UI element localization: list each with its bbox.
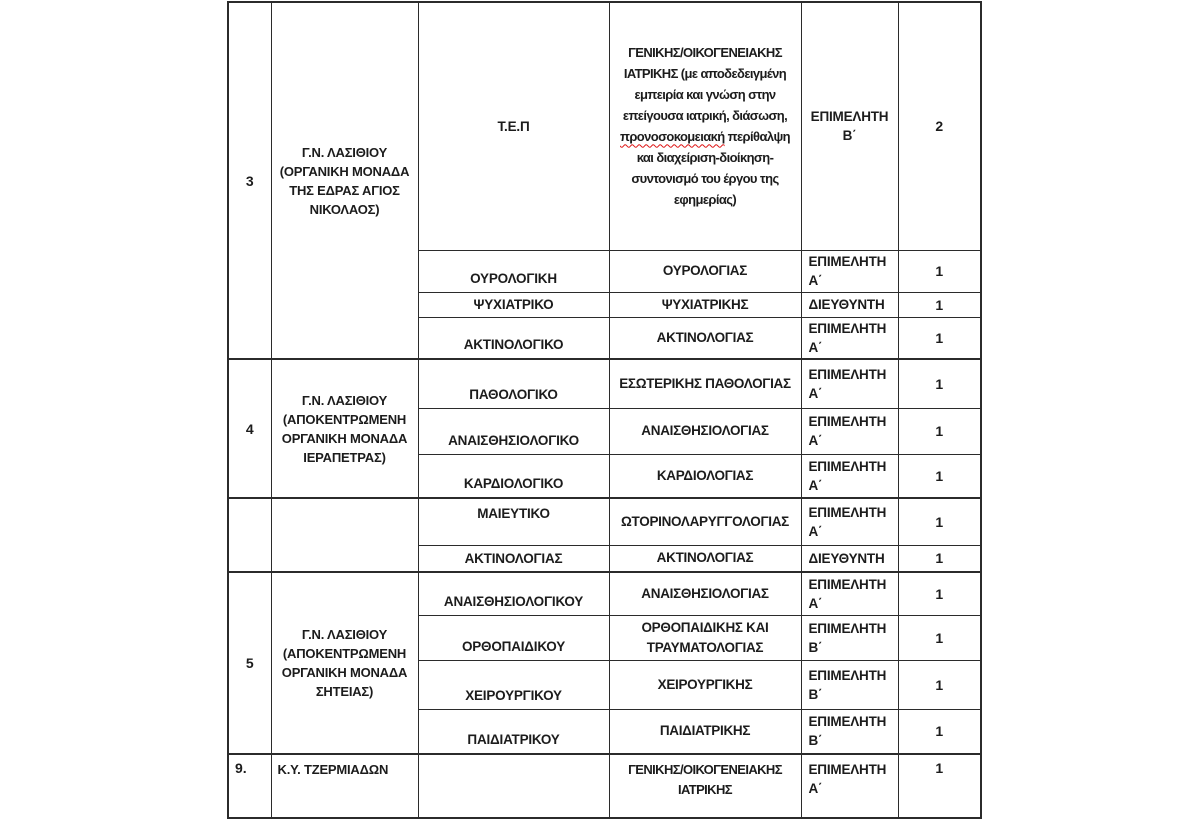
department: Τ.Ε.Π <box>418 2 609 250</box>
facility-name: Γ.Ν. ΛΑΣΙΘΙΟΥ (ΟΡΓΑΝΙΚΗ ΜΟΝΑΔΑ ΤΗΣ ΕΔΡΑΣ ΑΓΙΟΣ ΝΙΚΟΛΑΟΣ) <box>271 2 418 359</box>
position-count: 1 <box>898 615 981 660</box>
specialty: ΑΚΤΙΝΟΛΟΓΙΑΣ <box>609 317 801 359</box>
specialty: ΠΑΙΔΙΑΤΡΙΚΗΣ <box>609 709 801 754</box>
position-grade: ΕΠΙΜΕΛΗΤΗ Α΄ <box>801 454 898 498</box>
department: ΧΕΙΡΟΥΡΓΙΚΟΥ <box>418 660 609 709</box>
position-count: 1 <box>898 709 981 754</box>
position-grade: ΕΠΙΜΕΛΗΤΗ Β΄ <box>801 2 898 250</box>
position-count: 1 <box>898 754 981 818</box>
facility-name <box>271 498 418 572</box>
position-count: 1 <box>898 359 981 408</box>
facility-name: Γ.Ν. ΛΑΣΙΘΙΟΥ (ΑΠΟΚΕΝΤΡΩΜΕΝΗ ΟΡΓΑΝΙΚΗ ΜΟΝΑΔΑ ΙΕΡΑΠΕΤΡΑΣ) <box>271 359 418 498</box>
department: ΠΑΘΟΛΟΓΙΚΟ <box>418 359 609 408</box>
position-grade: ΕΠΙΜΕΛΗΤΗ Β΄ <box>801 615 898 660</box>
specialty-text: ΓΕΝΙΚΗΣ/ <box>628 762 683 777</box>
specialty: ΨΥΧΙΑΤΡΙΚΗΣ <box>609 292 801 317</box>
position-count: 1 <box>898 317 981 359</box>
specialty: ΟΡΘΟΠΑΙΔΙΚΗΣ ΚΑΙ ΤΡΑΥΜΑΤΟΛΟΓΙΑΣ <box>609 615 801 660</box>
position-count: 1 <box>898 545 981 572</box>
specialty-text: περίθαλψη και διαχείριση-διοίκηση-συντονισμό του έργου της εφημερίας) <box>631 129 790 208</box>
specialty-text: ΟΙΚΟΓΕΝΕΙΑΚΗΣ ΙΑΤΡΙΚΗΣ <box>678 762 782 797</box>
position-grade: ΕΠΙΜΕΛΗΤΗ Α΄ <box>801 359 898 408</box>
positions-table <box>227 1 982 819</box>
position-count: 1 <box>898 408 981 454</box>
table-row <box>228 572 981 615</box>
specialty <box>609 754 801 818</box>
department: ΑΝΑΙΣΘΗΣΙΟΛΟΓΙΚΟΥ <box>418 572 609 615</box>
specialty: ΑΚΤΙΝΟΛΟΓΙΑΣ <box>609 545 801 572</box>
specialty: ΩΤΟΡΙΝΟΛΑΡΥΓΓΟΛΟΓΙΑΣ <box>609 498 801 545</box>
position-count: 1 <box>898 454 981 498</box>
department: ΟΥΡΟΛΟΓΙΚΗ <box>418 250 609 292</box>
table-row <box>228 754 981 818</box>
department: ΟΡΘΟΠΑΙΔΙΚΟΥ <box>418 615 609 660</box>
department: ΠΑΙΔΙΑΤΡΙΚΟΥ <box>418 709 609 754</box>
position-grade: ΔΙΕΥΘΥΝΤΗ <box>801 545 898 572</box>
specialty-text: ΓΕΝΙΚΗΣ/ <box>628 45 683 61</box>
department <box>418 754 609 818</box>
department: ΑΚΤΙΝΟΛΟΓΙΑΣ <box>418 545 609 572</box>
position-count: 1 <box>898 660 981 709</box>
department: ΚΑΡΔΙΟΛΟΓΙΚΟ <box>418 454 609 498</box>
position-grade: ΕΠΙΜΕΛΗΤΗ Β΄ <box>801 709 898 754</box>
position-grade: ΕΠΙΜΕΛΗΤΗ Α΄ <box>801 754 898 818</box>
table-row <box>228 2 981 250</box>
position-count: 2 <box>898 2 981 250</box>
specialty: ΟΥΡΟΛΟΓΙΑΣ <box>609 250 801 292</box>
specialty: ΕΣΩΤΕΡΙΚΗΣ ΠΑΘΟΛΟΓΙΑΣ <box>609 359 801 408</box>
position-grade: ΕΠΙΜΕΛΗΤΗ Α΄ <box>801 572 898 615</box>
position-grade: ΔΙΕΥΘΥΝΤΗ <box>801 292 898 317</box>
row-number: 3 <box>228 2 271 359</box>
department: ΑΚΤΙΝΟΛΟΓΙΚΟ <box>418 317 609 359</box>
facility-name: Κ.Υ. ΤΖΕΡΜΙΑΔΩΝ <box>271 754 418 818</box>
position-grade: ΕΠΙΜΕΛΗΤΗ Α΄ <box>801 250 898 292</box>
department: ΑΝΑΙΣΘΗΣΙΟΛΟΓΙΚΟ <box>418 408 609 454</box>
position-count: 1 <box>898 498 981 545</box>
position-count: 1 <box>898 250 981 292</box>
specialty: ΧΕΙΡΟΥΡΓΙΚΗΣ <box>609 660 801 709</box>
table-row <box>228 359 981 408</box>
position-grade: ΕΠΙΜΕΛΗΤΗ Α΄ <box>801 317 898 359</box>
position-grade: ΕΠΙΜΕΛΗΤΗ Α΄ <box>801 498 898 545</box>
misspelled-word: προνοσοκομειακή <box>620 129 725 145</box>
row-number <box>228 498 271 572</box>
position-count: 1 <box>898 572 981 615</box>
table-row <box>228 498 981 545</box>
specialty: ΑΝΑΙΣΘΗΣΙΟΛΟΓΙΑΣ <box>609 408 801 454</box>
position-grade: ΕΠΙΜΕΛΗΤΗ Α΄ <box>801 408 898 454</box>
specialty <box>609 2 801 250</box>
row-number: 5 <box>228 572 271 754</box>
position-count: 1 <box>898 292 981 317</box>
specialty: ΚΑΡΔΙΟΛΟΓΙΑΣ <box>609 454 801 498</box>
facility-name: Γ.Ν. ΛΑΣΙΘΙΟΥ (ΑΠΟΚΕΝΤΡΩΜΕΝΗ ΟΡΓΑΝΙΚΗ ΜΟΝΑΔΑ ΣΗΤΕΙΑΣ) <box>271 572 418 754</box>
department: ΜΑΙΕΥΤΙΚΟ <box>418 498 609 545</box>
position-grade: ΕΠΙΜΕΛΗΤΗ Β΄ <box>801 660 898 709</box>
row-number: 9. <box>228 754 271 818</box>
department: ΨΥΧΙΑΤΡΙΚΟ <box>418 292 609 317</box>
specialty-text: ΟΙΚΟΓΕΝΕΙΑΚΗΣ ΙΑΤΡΙΚΗΣ (με αποδεδειγμένη εμπειρία και γνώση στην επείγουσα ιατρική, διάσωση, <box>622 45 788 124</box>
specialty: ΑΝΑΙΣΘΗΣΙΟΛΟΓΙΑΣ <box>609 572 801 615</box>
row-number: 4 <box>228 359 271 498</box>
